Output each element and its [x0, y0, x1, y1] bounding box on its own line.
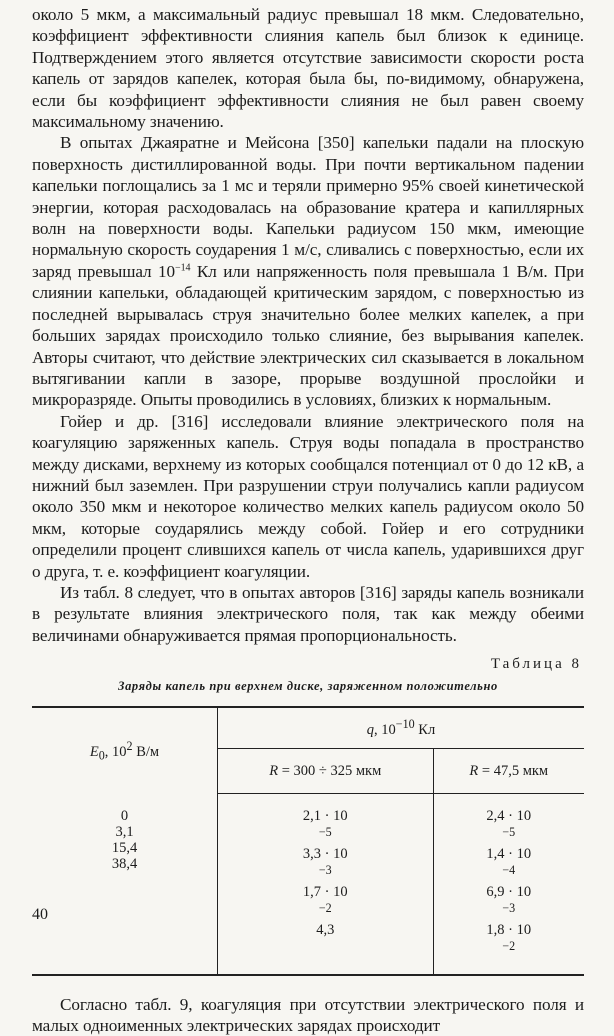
- q-large-value: 2,1 · 10 $^{-5}$: [218, 808, 433, 846]
- e0-values-cell: [32, 794, 218, 975]
- column-header-r-small: R = 47,5 мкм: [433, 749, 584, 794]
- q-large-value: 1,7 · 10 $^{-2}$: [218, 884, 433, 922]
- e0-value: 38,4: [32, 856, 217, 872]
- paragraph-2: [32, 132, 584, 410]
- table-caption: Заряды капель при верхнем диске, заряженном положительно: [32, 679, 584, 694]
- paragraph-3: Гойер и др. [316] исследовали влияние электрического поля на коагуляцию заряженных капель. Струя воды попадала в пространство между дисками, верхнему из которых сообщался потенциал от 0 до 12 кВ, а нижний был заземлен. При разрушении струи получались капли радиусом около 350 мкм и некоторое количество мелких капель радиусом около 50 мкм, которые соударялись между собой. Гойер и его сотрудники определили процент слившихся капель от числа капель, ударившихся друг о друга, т. е. коэффициент коагуляции.: [32, 411, 584, 582]
- paragraph-2-text-b: Кл или напряженность поля превышала 1 В/м. При слиянии капельки, обладающей критическим зарядом, с поверхностью из последней вырывалась струя значительно более мелких капелек, а при больших зарядах происходило только слияние, без вырывания капелек. Авторы считают, что действие электрических сил сказывается в локальном вытягивании капли в зазоре, прорыве воздушной прослойки и микроразряде. Опыты проводились в условиях, близких к нормальным.: [32, 262, 584, 409]
- q-small-value: 1,4 · 10 $^{-4}$: [434, 846, 585, 884]
- paragraph-4: Из табл. 8 следует, что в опытах авторов [316] заряды капель возникали в результате влияния электрического поля, так как между обеими величинами обнаруживается прямая пропорциональность.: [32, 582, 584, 646]
- table-label: Таблица 8: [32, 656, 582, 673]
- q-large-value: 4,3: [218, 922, 433, 938]
- q-large-value: 3,3 · 10 $^{-3}$: [218, 846, 433, 884]
- page-number: 40: [32, 906, 48, 924]
- paragraph-2-text-a: В опытах Джаяратне и Мейсона [350] капельки падали на плоскую поверхность дистиллированной воды. При почти вертикальном падении капельки поглощались за 1 мс и теряли примерно 95% своей кинетической энергии, которая расходовалась на образование кратера и капиллярных волн на поверхности воды. Капельки радиусом 150 мкм, имеющие нормальную скорость соударения 1 м/с, сливались с поверхностью, если их заряд превышал 10: [32, 133, 584, 280]
- paragraph-2-exponent: −14: [175, 262, 190, 273]
- column-header-e0: $E_0$, $10^2$ В/м: [32, 707, 218, 794]
- page-content: [32, 4, 584, 1036]
- paragraph-5: Согласно табл. 9, коагуляция при отсутствии электрического поля и малых одноименных электрических зарядах происходит: [32, 994, 584, 1036]
- column-header-r-large: R = 300 ÷ 325 мкм: [218, 749, 434, 794]
- table-header-row-1: [32, 707, 584, 749]
- e0-value: 3,1: [32, 824, 217, 840]
- column-header-q: q, $10^{-10}$ Кл: [218, 707, 585, 749]
- q-large-values-cell: [218, 794, 434, 975]
- q-small-value: 6,9 · 10 $^{-3}$: [434, 884, 585, 922]
- charges-table: [32, 706, 584, 975]
- q-small-value: 2,4 · 10 $^{-5}$: [434, 808, 585, 846]
- q-small-values-cell: [433, 794, 584, 975]
- table-body-row: [32, 794, 584, 975]
- e0-value: 0: [32, 808, 217, 824]
- q-small-value: 1,8 · 10 $^{-2}$: [434, 922, 585, 960]
- e0-value: 15,4: [32, 840, 217, 856]
- paragraph-1: около 5 мкм, а максимальный радиус превышал 18 мкм. Следовательно, коэффициент эффективности слияния капель был близок к единице. Подтверждением этого является отсутствие зависимости скорости роста капель от зарядов капелек, которая была бы, по-видимому, обнаружена, если бы коэффициент эффективности слияния не был равен своему максимальному значению.: [32, 4, 584, 132]
